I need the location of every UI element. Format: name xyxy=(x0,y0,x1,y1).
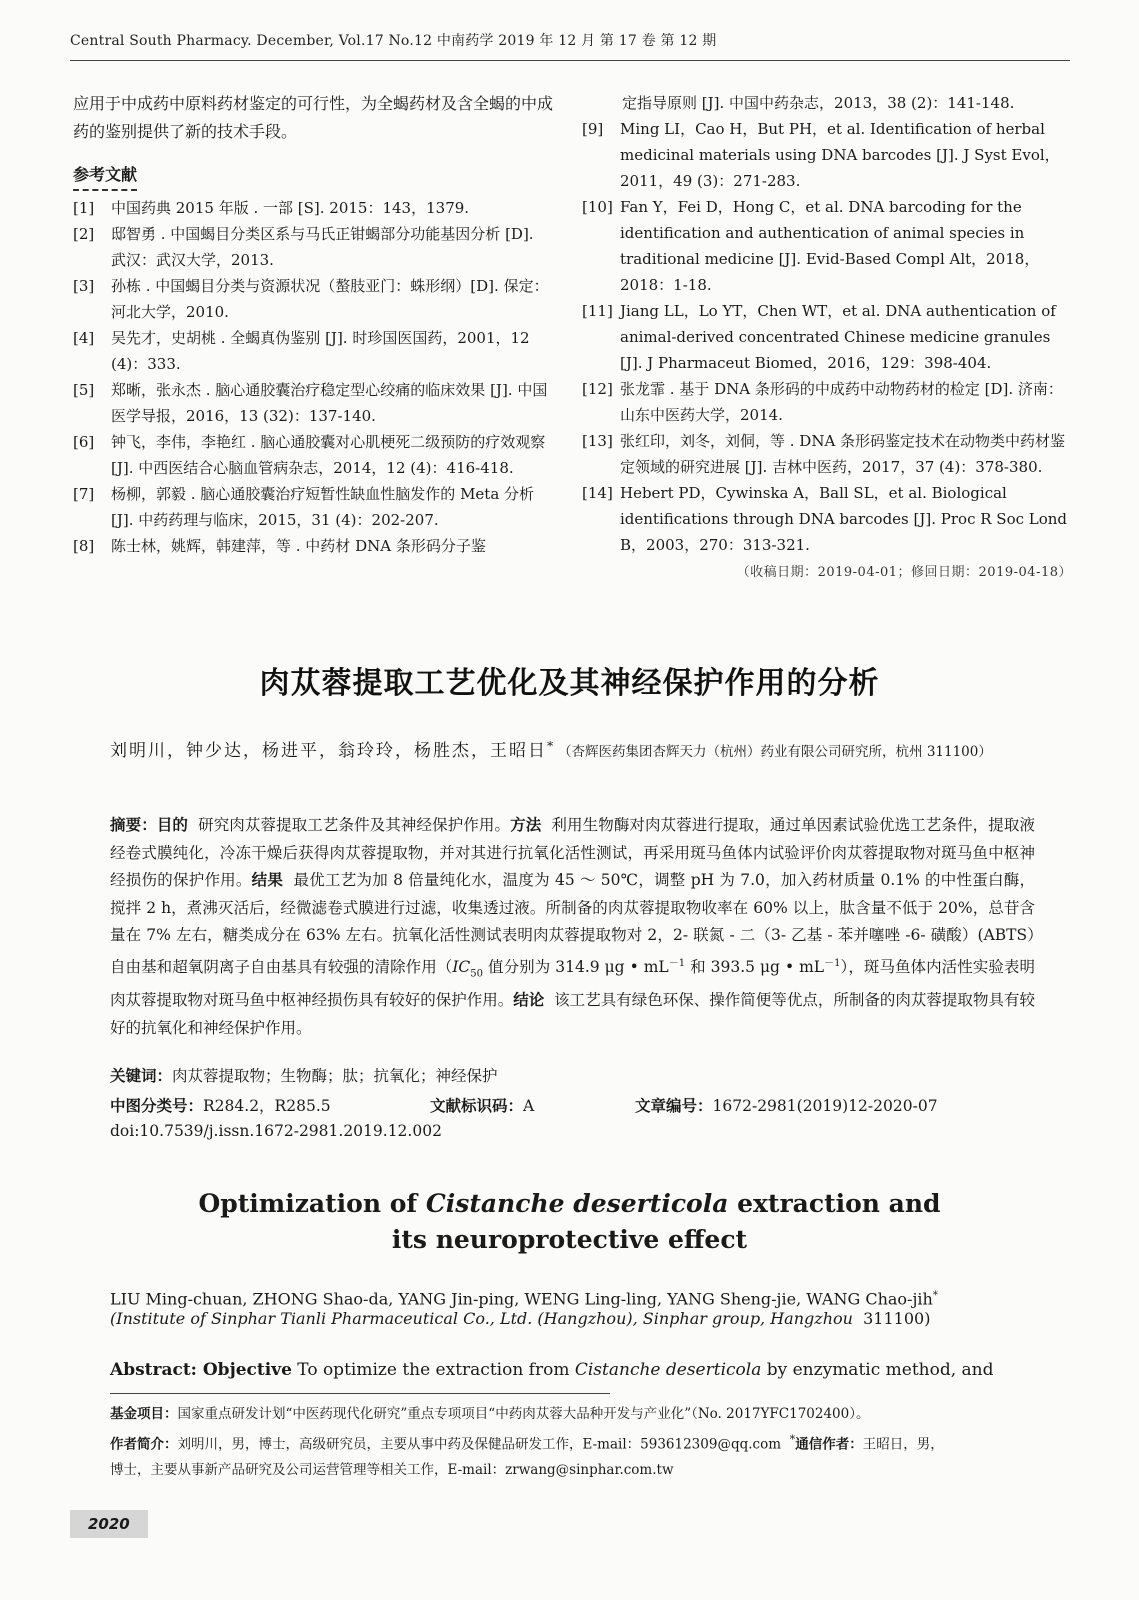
author-text: 刘明川，男，博士，高级研究员，主要从事中药及保健品研发工作，E-mail：593612309@qq.com xyxy=(177,1436,782,1453)
reference-text: 孙栋 . 中国蝎目分类与资源状况（螯肢亚门：蛛形纲）[D]. 保定：河北大学，2010. xyxy=(111,277,549,321)
reference-item xyxy=(73,481,553,533)
affiliation-en-block xyxy=(110,1309,1040,1328)
reference-number: [7] xyxy=(73,485,95,503)
keywords-line xyxy=(110,1064,1035,1086)
reference-text: 吴先才，史胡桃 . 全蝎真伪鉴别 [J]. 时珍国医国药，2001，12 (4)：333. xyxy=(111,329,530,373)
keywords-text: 肉苁蓉提取物；生物酶；肽；抗氧化；神经保护 xyxy=(172,1067,498,1085)
page-number: 2020 xyxy=(70,1510,148,1538)
doc-code-value: A xyxy=(523,1097,535,1115)
reference-text: 邸智勇 . 中国蝎目分类区系与马氏正钳蝎部分功能基因分析 [D]. 武汉：武汉大学，2013. xyxy=(111,225,534,269)
reference-text: 杨柳，郭毅 . 脑心通胶囊治疗短暂性缺血性脑发作的 Meta 分析 [J]. 中药药理与临床，2015，31 (4)：202-207. xyxy=(111,485,535,529)
affiliation-en: (Institute of Sinphar Tianli Pharmaceutical Co., Ltd. (Hangzhou), Sinphar group, Hangzhou xyxy=(110,1309,853,1328)
fund-note xyxy=(110,1402,1050,1427)
abstract-en-species: Cistanche deserticola xyxy=(574,1360,762,1380)
reference-text: Fan Y，Fei D，Hong C，et al. DNA barcoding for the identification and authentication of animal species in traditional medicine [J]. Evid-Based Compl Alt，2018，2018：1-18. xyxy=(620,198,1040,294)
reference-number: [10] xyxy=(582,198,613,216)
corresponding-mark-cn: * xyxy=(547,738,554,753)
reference-item xyxy=(582,428,1072,480)
conclusion-text: 该工艺具有绿色环保、操作简便等优点，所制备的肉苁蓉提取物具有较好的抗氧化和神经保护作用。 xyxy=(110,991,1035,1037)
abstract-en-text-b: by enzymatic method, and xyxy=(761,1360,994,1380)
corr-note: 博士，主要从事新产品研究及公司运营管理等相关工作，E-mail：zrwang@sinphar.com.tw xyxy=(110,1461,674,1478)
result-text-1: 最优工艺为加 8 倍量纯化水，温度为 45 ～ 50℃，调整 pH 为 7.0，加入药材质量 0.1% 的中性蛋白酶，搅拌 2 h，煮沸灭活后，经微滤卷式膜进行过滤，收集透过液。所制备的肉苁蓉提取物收率在 60% 以上，肽含量不低于 20%，总苷含量在 7% 左右，糖类成分在 63% 左右。抗氧化活性测试表明肉苁蓉提取物对 2，2- 联氮 - 二（3- 乙基 - 苯并噻唑 -6- 磺酸）(ABTS）自由基和超氧阴离子自由基具有较强的清除作用（ xyxy=(110,871,1035,976)
reference-item xyxy=(582,194,1072,298)
reference-number: [6] xyxy=(73,433,95,451)
reference-number: [3] xyxy=(73,277,95,295)
reference-number: [4] xyxy=(73,329,95,347)
result-label: 结果 xyxy=(251,871,284,889)
reference-number: [1] xyxy=(73,199,95,217)
reference-number: [8] xyxy=(73,537,95,555)
objective-text: 研究肉苁蓉提取工艺条件及其神经保护作用。 xyxy=(198,816,511,834)
reference-item xyxy=(582,376,1072,428)
result-text-2: 值分别为 314.9 μg • mL xyxy=(483,957,669,976)
reference-text: 郑晰，张永杰 . 脑心通胶囊治疗稳定型心绞痛的临床效果 [J]. 中国医学导报，2016，13 (32)：137-140. xyxy=(111,381,548,425)
reference-8-continuation: 定指导原则 [J]. 中国中药杂志，2013，38 (2)：141-148. xyxy=(622,94,1015,112)
right-column xyxy=(582,90,1072,586)
corresponding-mark-foot: * xyxy=(789,1433,796,1446)
objective-label: 目的 xyxy=(156,816,189,834)
article-title-cn: 肉苁蓉提取工艺优化及其神经保护作用的分析 xyxy=(259,666,880,701)
author-note xyxy=(110,1427,1050,1458)
reference-item xyxy=(73,273,553,325)
authors-en: LIU Ming-chuan, ZHONG Shao-da, YANG Jin-ping, WENG Ling-ling, YANG Sheng-jie, WANG Chao-jih xyxy=(110,1289,933,1309)
unit-exponent-2: －1 xyxy=(824,957,841,969)
reference-text: Ming LI，Cao H，But PH，et al. Identification of herbal medicinal materials using DNA barcodes [J]. J Syst Evol，2011，49 (3)：271-283. xyxy=(620,120,1060,190)
title-en-line-2: its neuroprotective effect xyxy=(391,1225,748,1254)
corr-label: 通信作者： xyxy=(795,1436,863,1453)
reference-item xyxy=(73,221,553,273)
title-en-part-1: Optimization of xyxy=(198,1189,426,1218)
authors-en-block xyxy=(110,1282,1040,1312)
reference-text: 陈士林，姚辉，韩建萍，等 . 中药材 DNA 条形码分子鉴 xyxy=(111,537,486,555)
footnote-rule xyxy=(110,1393,610,1394)
ic50-label: IC xyxy=(452,957,471,976)
affiliation-cn: （杏辉医药集团杏辉天力（杭州）药业有限公司研究所，杭州 311100） xyxy=(558,744,992,760)
ic50-sub: 50 xyxy=(470,967,484,979)
reference-number: [14] xyxy=(582,484,613,502)
reference-item xyxy=(73,195,553,221)
running-header: Central South Pharmacy. December, Vol.17 No.12 中南药学 2019 年 12 月 第 17 卷 第 12 期 xyxy=(70,33,717,49)
intro-text: 应用于中成药中原料药材鉴定的可行性，为全蝎药材及含全蝎的中成药的鉴别提供了新的技术手段。 xyxy=(73,94,554,141)
conclusion-label: 结论 xyxy=(513,991,545,1010)
article-no-value: 1672-2981(2019)12-2020-07 xyxy=(712,1097,938,1115)
reference-item xyxy=(582,298,1072,376)
reference-item xyxy=(73,377,553,429)
abstract-cn xyxy=(110,812,1035,1042)
authors-cn-block xyxy=(110,732,1040,766)
abstract-en-label: Abstract: Objective xyxy=(110,1360,292,1380)
article-title-en xyxy=(0,1186,1139,1258)
title-en-species: Cistanche deserticola xyxy=(425,1189,729,1218)
article-no-label: 文章编号： xyxy=(635,1097,713,1115)
fund-text: 国家重点研发计划“中医药现代化研究”重点专项项目“中药肉苁蓉大品种开发与产业化”（No. 2017YFC1702400）。 xyxy=(177,1406,870,1422)
abstract-en-text-a: To optimize the extraction from xyxy=(291,1360,575,1380)
method-text: 利用生物酶对肉苁蓉进行提取，通过单因素试验优选工艺条件，提取液经卷式膜纯化，冷冻干燥后获得肉苁蓉提取物，并对其进行抗氧化活性测试，再采用斑马鱼体内试验评价肉苁蓉提取物对斑马鱼中枢神经损伤的保护作用。 xyxy=(110,816,1035,889)
clc-group xyxy=(110,1094,331,1116)
result-text-4: ），斑马鱼体内活性实验表明肉苁蓉提取物对斑马鱼中枢神经损伤具有较好的保护作用。 xyxy=(110,957,1035,1010)
reference-number: [11] xyxy=(582,302,613,320)
abstract-en xyxy=(110,1360,1040,1380)
reference-text: 张龙霏 . 基于 DNA 条形码的中成药中动物药材的检定 [D]. 济南：山东中医药大学，2014. xyxy=(620,380,1063,424)
reference-text: 中国药典 2015 年版 . 一部 [S]. 2015：143，1379. xyxy=(111,199,470,217)
reference-item xyxy=(73,429,553,481)
references-list-right xyxy=(582,116,1072,558)
title-en-part-2: extraction and xyxy=(728,1189,941,1218)
corr-text-1: 王昭日，男， xyxy=(862,1436,944,1453)
author-label: 作者简介： xyxy=(110,1436,178,1453)
reference-number: [13] xyxy=(582,432,613,450)
doc-code-label: 文献标识码： xyxy=(430,1097,524,1115)
affiliation-en-code: 311100) xyxy=(863,1309,931,1328)
received-dates: （收稿日期：2019-04-01；修回日期：2019-04-18） xyxy=(736,565,1072,580)
reference-item xyxy=(73,533,553,559)
keywords-label: 关键词： xyxy=(110,1067,173,1085)
footnotes xyxy=(110,1402,1050,1483)
reference-item xyxy=(582,116,1072,194)
references-heading: 参考文献 xyxy=(73,162,137,191)
article-no-group xyxy=(635,1094,938,1116)
unit-exponent-1: －1 xyxy=(668,957,686,969)
doc-code-group xyxy=(430,1094,534,1116)
abstract-label: 摘要： xyxy=(110,816,157,834)
reference-number: [5] xyxy=(73,381,95,399)
reference-number: [9] xyxy=(582,120,604,138)
reference-text: Jiang LL，Lo YT，Chen WT，et al. DNA authentication of animal-derived concentrated Chinese medicine granules [J]. J Pharmaceut Biomed，2016，129：398-404. xyxy=(620,302,1056,372)
left-column xyxy=(73,90,553,559)
authors-cn: 刘明川，钟少达，杨进平，翁玲玲，杨胜杰，王昭日 xyxy=(110,741,547,761)
fund-label: 基金项目： xyxy=(110,1406,178,1422)
header-rule xyxy=(70,60,1070,61)
reference-item xyxy=(73,325,553,377)
doi: doi:10.7539/j.issn.1672-2981.2019.12.002 xyxy=(110,1122,442,1140)
reference-text: 钟飞，李伟，李艳红 . 脑心通胶囊对心肌梗死二级预防的疗效观察 [J]. 中西医结合心脑血管病杂志，2014，12 (4)：416-418. xyxy=(111,433,546,477)
references-list-left xyxy=(73,195,553,559)
reference-text: 张红印，刘冬，刘侗，等 . DNA 条形码鉴定技术在动物类中药材鉴定领域的研究进展 [J]. 吉林中医药，2017，37 (4)：378-380. xyxy=(620,432,1066,476)
corresponding-mark-en: * xyxy=(932,1290,938,1301)
reference-text: Hebert PD，Cywinska A，Ball SL，et al. Biological identifications through DNA barcodes [J]. Proc R Soc Lond B，2003，270：313-321. xyxy=(620,484,1068,554)
reference-number: [12] xyxy=(582,380,613,398)
reference-item xyxy=(582,480,1072,558)
clc-value: R284.2，R285.5 xyxy=(203,1097,331,1115)
reference-number: [2] xyxy=(73,225,95,243)
method-label: 方法 xyxy=(510,816,542,834)
result-text-3: 和 393.5 μg • mL xyxy=(685,957,825,976)
clc-label: 中图分类号： xyxy=(110,1097,204,1115)
